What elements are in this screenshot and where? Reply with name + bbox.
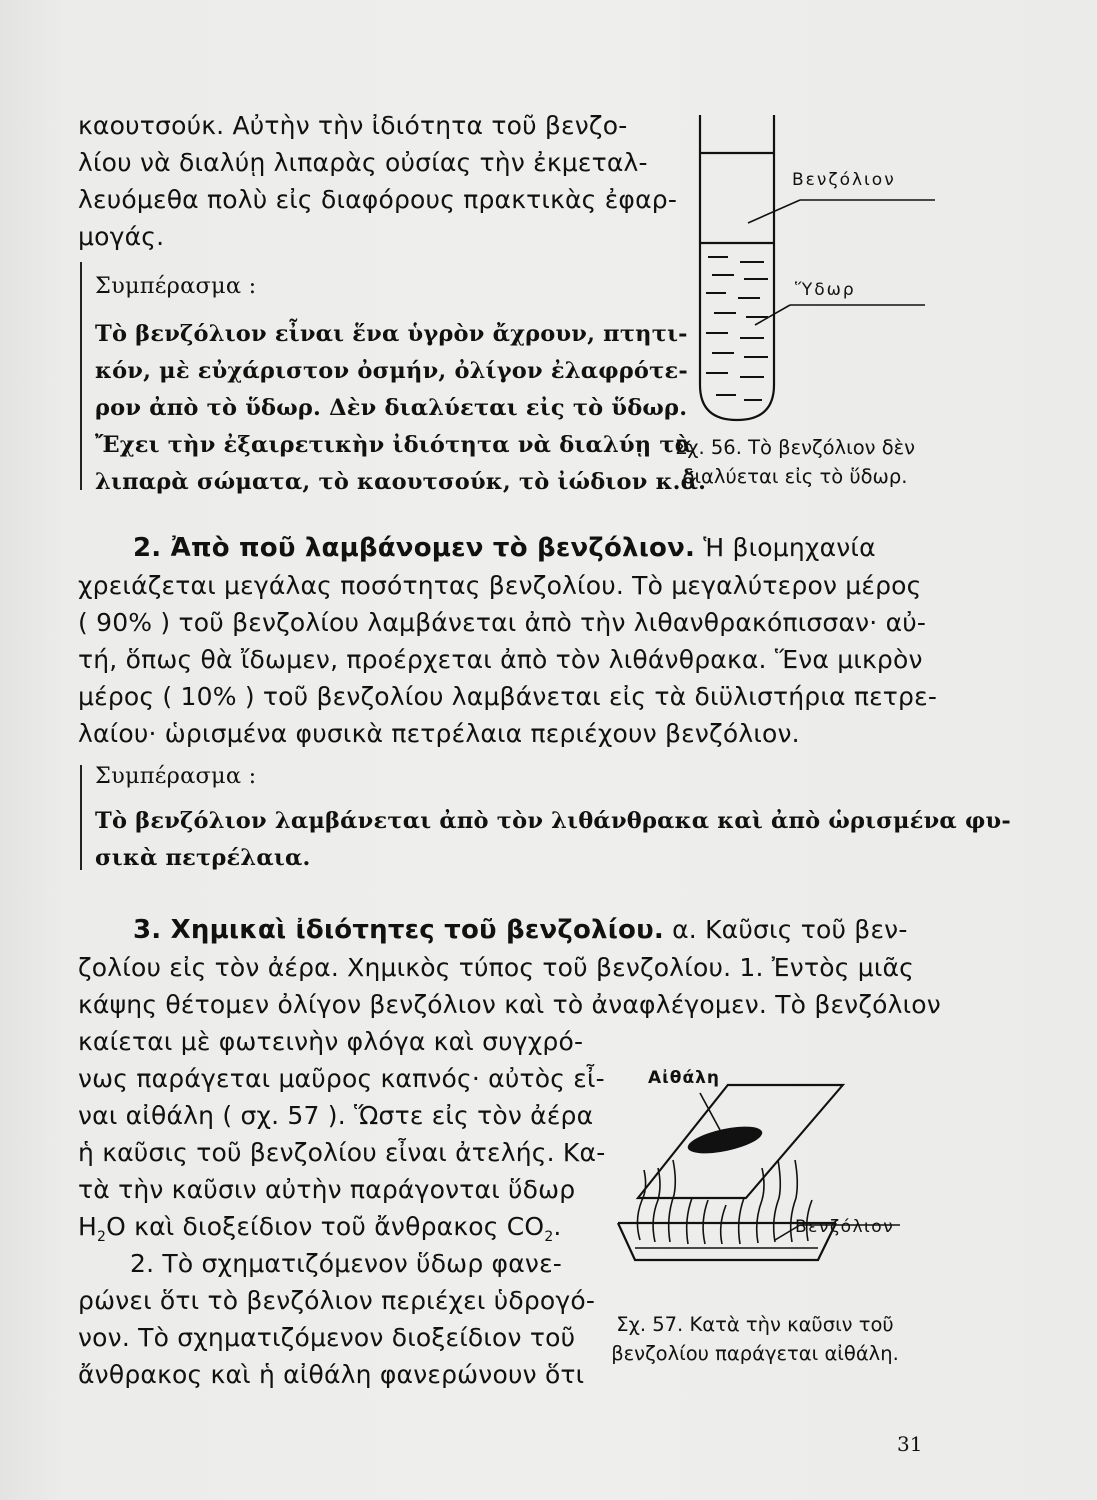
text-line: νον. Τὸ σχηματιζόμενον διοξείδιον τοῦ [78, 1323, 576, 1352]
conclusion-label: Συμπέρασμα : [95, 273, 257, 299]
text-line: τὰ τὴν καῦσιν αὐτὴν παράγονται ὕδωρ [78, 1175, 576, 1204]
text-span: α. Καῦσις τοῦ βεν- [672, 915, 908, 944]
subscript: 2 [544, 1229, 554, 1245]
text-line: ναι αἰθάλη ( σχ. 57 ). Ὥστε εἰς τὸν ἀέρα [78, 1101, 594, 1130]
section-2-first-line [133, 530, 876, 567]
text-line: Τὸ βενζόλιον λαμβάνεται ἀπὸ τὸν λιθάνθρακα καὶ ἀπὸ ὡρισμένα φυ- [95, 808, 1011, 834]
text-line: Τὸ βενζόλιον εἶναι ἕνα ὑγρὸν ἄχρουν, πτητι- [95, 321, 688, 347]
text-line: λιπαρὰ σώματα, τὸ καουτσούκ, τὸ ἰώδιον κ.ἄ. [95, 469, 707, 495]
text-span: Ἡ βιομηχανία [703, 533, 876, 562]
caption-line: βενζολίου παράγεται αἰθάλη. [611, 1342, 899, 1365]
page-number: 31 [897, 1432, 923, 1456]
text-line: σικὰ πετρέλαια. [95, 845, 311, 871]
water-label: Ὕδωρ [795, 280, 856, 300]
text-line: τή, ὅπως θὰ ἴδωμεν, προέρχεται ἀπὸ τὸν λιθάνθρακα. Ἕνα μικρὸν [78, 645, 923, 674]
text-line: ρον ἀπὸ τὸ ὕδωρ. Δὲν διαλύεται εἰς τὸ ὕδωρ. [95, 395, 688, 421]
benzene-label: Βενζόλιον [795, 1217, 895, 1237]
leader-line [755, 305, 790, 325]
subscript: 2 [97, 1229, 107, 1245]
figure-56-caption [660, 433, 930, 491]
text-line: νως παράγεται μαῦρος καπνός· αὐτὸς εἶ- [78, 1064, 605, 1093]
caption-line: Σχ. 57. Κατὰ τὴν καῦσιν τοῦ [616, 1313, 894, 1336]
soot-label: Αἰθάλη [648, 1068, 720, 1088]
text-line: λαίου· ὡρισμένα φυσικὰ πετρέλαια περιέχουν βενζόλιον. [78, 719, 800, 748]
conclusion-sidebar-rule [80, 262, 82, 490]
conclusion-sidebar-rule [80, 765, 82, 870]
text-line: ( 90% ) τοῦ βενζολίου λαμβάνεται ἀπὸ τὴν λιθανθρακόπισσαν· αὐ- [78, 608, 927, 637]
test-tube-outline [700, 115, 774, 420]
text-line: Ἔχει τὴν ἐξαιρετικὴν ἰδιότητα νὰ διαλύῃ τὰ [95, 432, 693, 458]
caption-line: Σχ. 56. Τὸ βενζόλιον δὲν [674, 436, 916, 459]
text-line: λευόμεθα πολὺ εἰς διαφόρους πρακτικὰς ἐφαρ- [78, 185, 678, 214]
text-line: μογάς. [78, 222, 165, 251]
figure-57-combustion-diagram [600, 1060, 930, 1300]
benzene-label: Βενζόλιον [792, 170, 896, 190]
flame-strokes [637, 1160, 812, 1244]
text-line: κάψης θέτομεν ὀλίγον βενζόλιον καὶ τὸ ἀναφλέγομεν. Τὸ βενζόλιον [78, 990, 941, 1019]
section-3-heading: 3. Χημικαὶ ἰδιότητες τοῦ βενζολίου. [133, 915, 664, 945]
text-line: κόν, μὲ εὐχάριστον ὀσμήν, ὀλίγον ἐλαφρότε- [95, 358, 688, 384]
conclusion-label: Συμπέρασμα : [95, 763, 257, 789]
text-line: καουτσούκ. Αὐτὴν τὴν ἰδιότητα τοῦ βενζο- [78, 111, 628, 140]
text-span: Η [78, 1212, 97, 1241]
text-line: ρώνει ὅτι τὸ βενζόλιον περιέχει ὑδρογό- [78, 1286, 596, 1315]
text-line: μέρος ( 10% ) τοῦ βενζολίου λαμβάνεται εἰς τὰ διϋλιστήρια πετρε- [78, 682, 938, 711]
text-line: ἡ καῦσις τοῦ βενζολίου εἶναι ἀτελής. Κα- [78, 1138, 606, 1167]
soot-patch [686, 1121, 765, 1158]
text-span: Ο καὶ διοξείδιον τοῦ ἄνθρακος CO [106, 1212, 545, 1241]
text-span: . [553, 1212, 562, 1241]
text-line: λίου νὰ διαλύῃ λιπαρὰς οὐσίας τὴν ἐκμεταλ- [78, 148, 648, 177]
text-line: 2. Τὸ σχηματιζόμενον ὕδωρ φανε- [130, 1249, 563, 1278]
water-hatch-marks [706, 257, 768, 400]
formula-line [78, 1209, 562, 1246]
caption-line: διαλύεται εἰς τὸ ὕδωρ. [682, 465, 908, 488]
text-line: ἄνθρακος καὶ ἡ αἰθάλη φανερώνουν ὅτι [78, 1360, 585, 1389]
text-line: ζολίου εἰς τὸν ἀέρα. Χημικὸς τύπος τοῦ βενζολίου. 1. Ἐντὸς μιᾶς [78, 953, 915, 982]
figure-56-test-tube-diagram [660, 95, 940, 445]
text-line: καίεται μὲ φωτεινὴν φλόγα καὶ συγχρό- [78, 1027, 584, 1056]
section-3-first-line [133, 912, 908, 949]
section-2-heading: 2. Ἀπὸ ποῦ λαμβάνομεν τὸ βενζόλιον. [133, 533, 696, 563]
figure-57-caption [590, 1310, 920, 1368]
text-line: χρειάζεται μεγάλας ποσότητας βενζολίου. Τὸ μεγαλύτερον μέρος [78, 571, 922, 600]
